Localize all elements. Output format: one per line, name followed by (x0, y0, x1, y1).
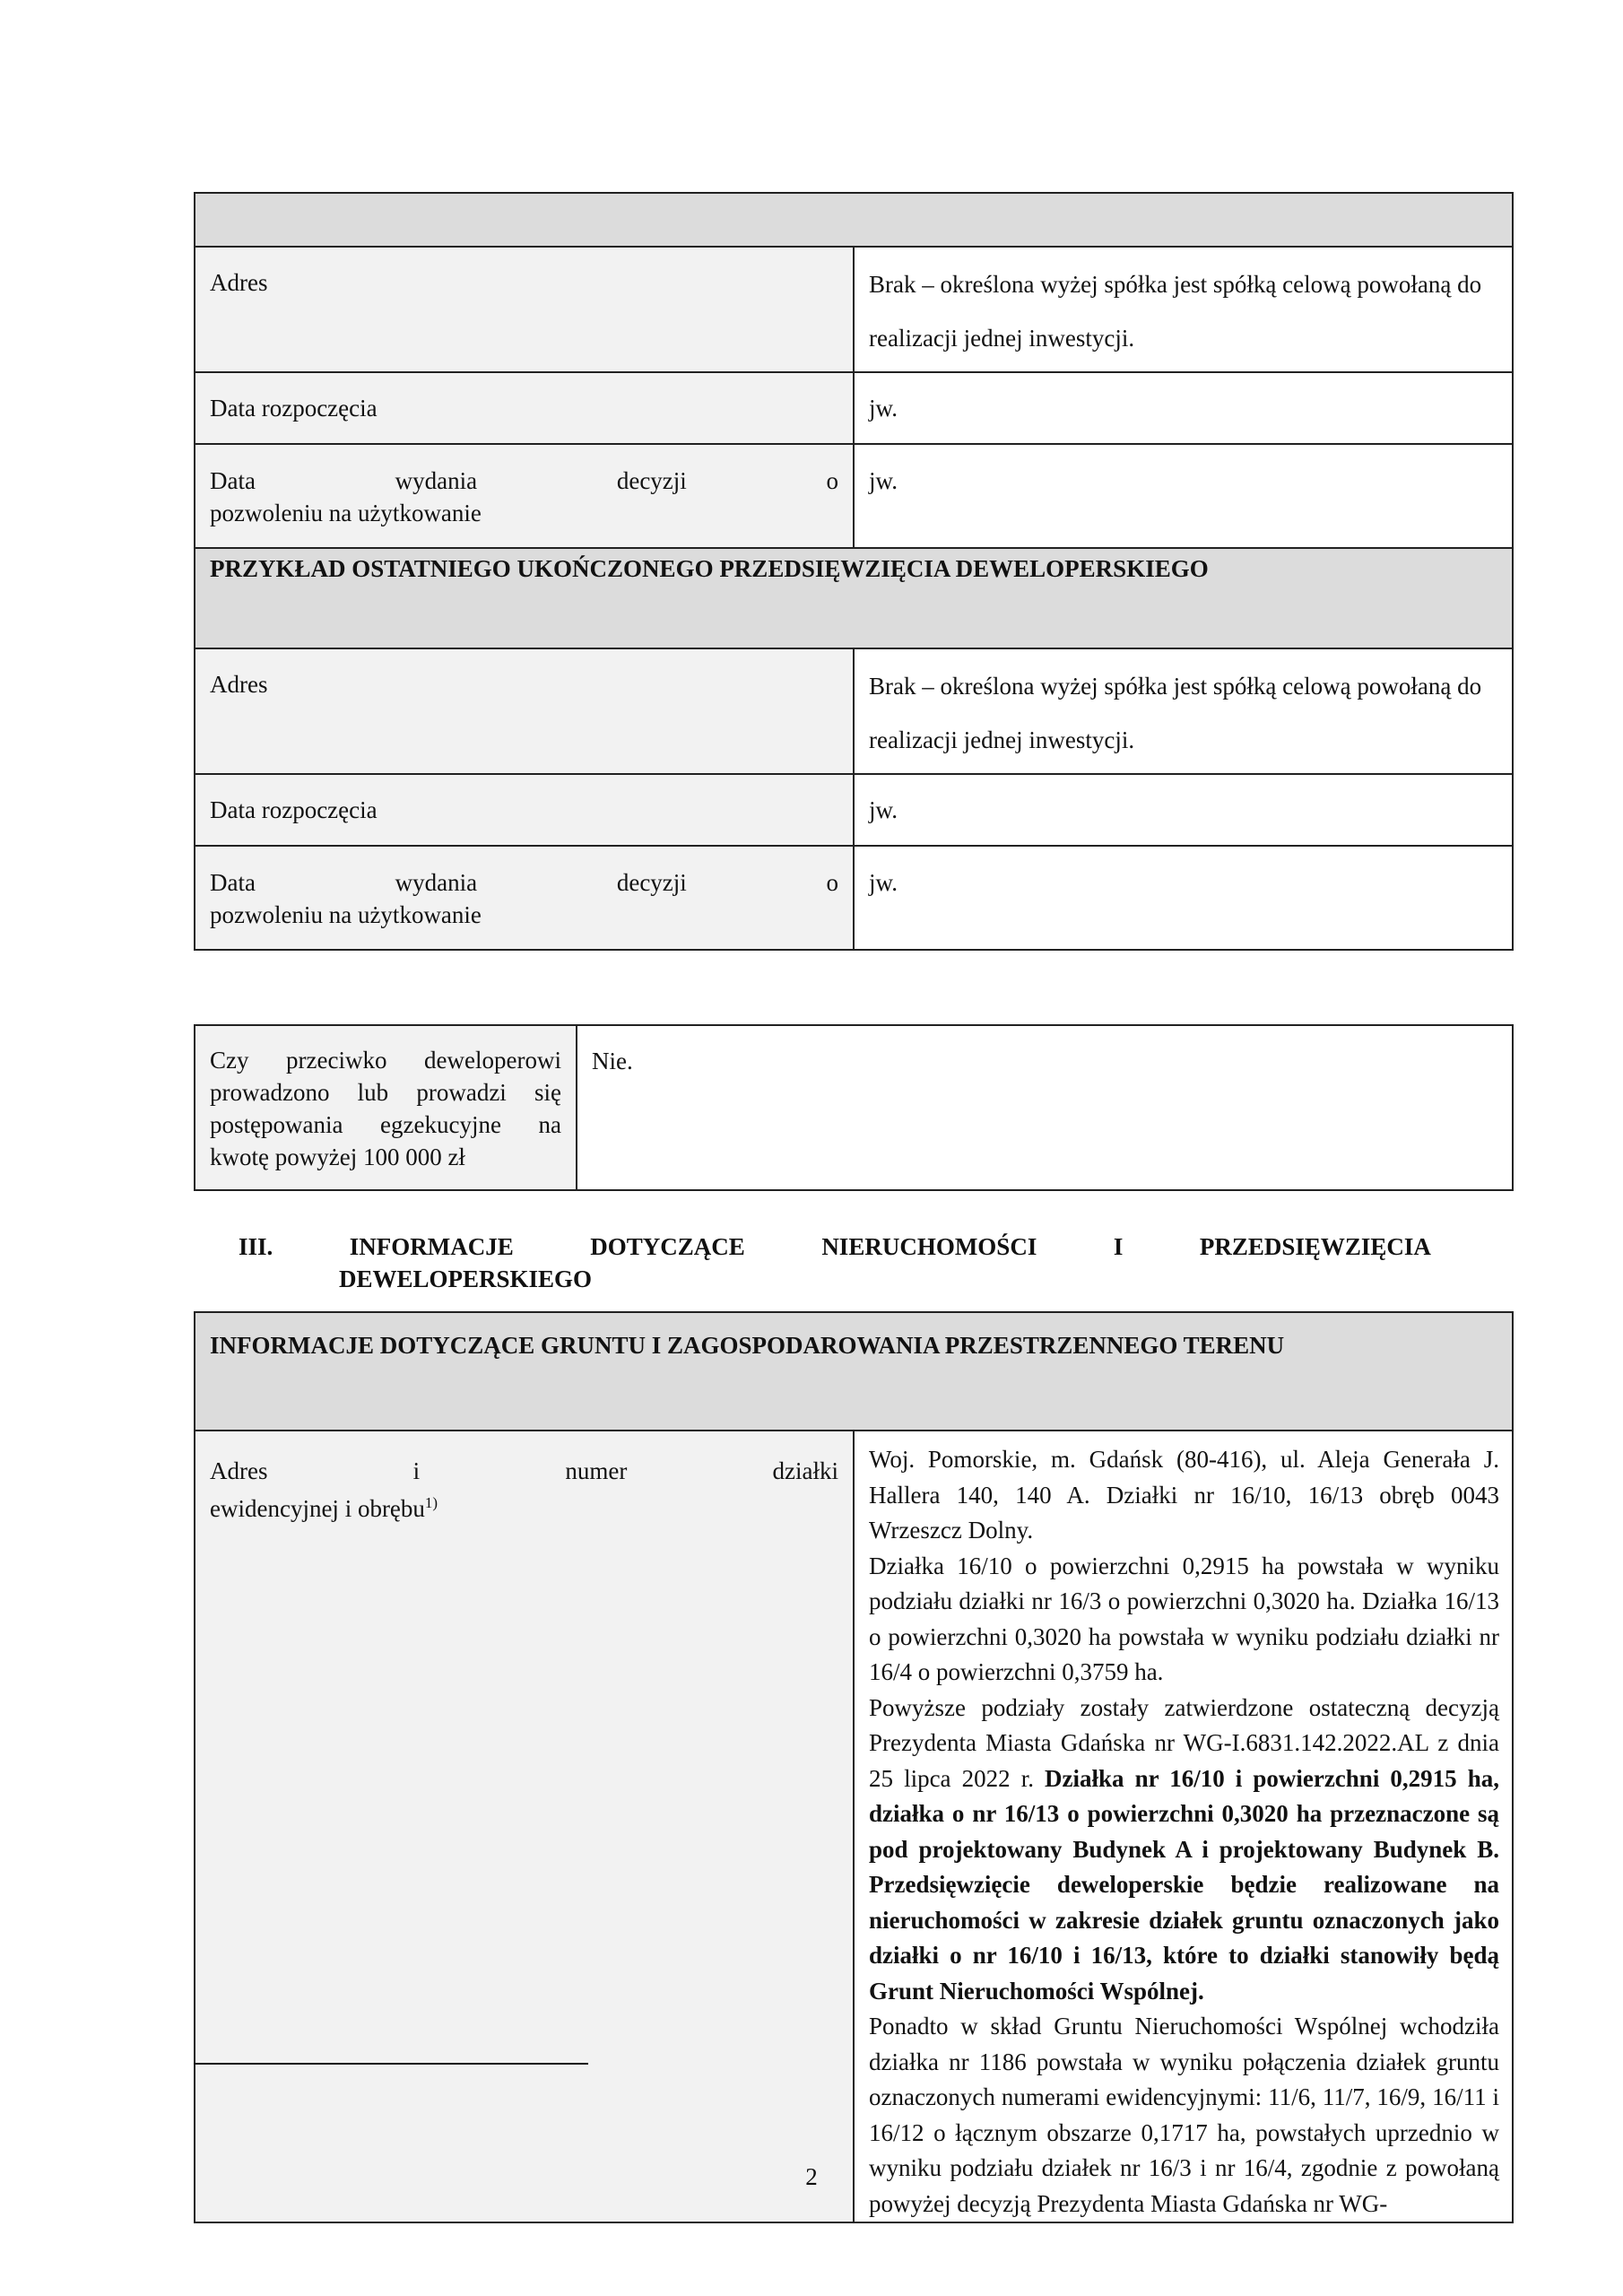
value-cell (854, 1431, 1513, 2222)
value-line: Brak – określona wyżej spółka jest spółką celową powołaną do (869, 271, 1482, 298)
value-cell: jw. (854, 846, 1513, 950)
value-line: realizacji jednej inwestycji. (869, 325, 1135, 352)
value-cell: jw. (854, 372, 1513, 444)
footnote-separator (194, 2063, 588, 2065)
table-row (195, 1025, 1513, 1190)
section-header-cell (195, 548, 1513, 648)
developer-projects-table (194, 192, 1514, 951)
label-cell: Data rozpoczęcia (195, 372, 854, 444)
label-cell: Adres (195, 247, 854, 372)
label-cell: Data wydania decyzji o pozwoleniu na użytkowanie (195, 846, 854, 950)
table-row (195, 1431, 1513, 2222)
value-cell: jw. (854, 444, 1513, 548)
value-cell: Nie. (577, 1025, 1513, 1190)
label-cell: Adres (195, 648, 854, 774)
paragraph: Ponadto w skład Gruntu Nieruchomości Wspólnej wchodziła działka nr 1186 powstała w wyniku połączenia działek gruntu oznaczonych numerami ewidencyjnymi: 11/6, 11/7, 16/9, 16/11 i 16/12 o łącznym obszarze 0,1717 ha, powstałych uprzednio w wyniku podziału działek nr 16/3 i nr 16/4, zgodnie z powołaną powyżej decyzją Prezydenta Miasta Gdańska nr WG- (869, 2013, 1499, 2217)
value-cell (854, 247, 1513, 372)
section-header-row (195, 548, 1513, 648)
label-cell: Data rozpoczęcia (195, 774, 854, 846)
section-header: PRZYKŁAD OSTATNIEGO UKOŃCZONEGO PRZEDSIĘWZIĘCIA DEWELOPERSKIEGO (210, 555, 1209, 582)
enforcement-table (194, 1024, 1514, 1191)
value-line: Brak – określona wyżej spółka jest spółką celową powołaną do (869, 673, 1482, 700)
section-heading: III. INFORMACJE DOTYCZĄCE NIERUCHOMOŚCI I PRZEDSIĘWZIĘCIA DEWELOPERSKIEGO (239, 1231, 1431, 1295)
paragraph: Powyższe podziały zostały zatwierdzone ostateczną decyzją Prezydenta Miasta Gdańska nr WG-I.6831.142.2022.AL z dnia 25 lipca 2022 r. Działka nr 16/10 i powierzchni 0,2915 ha, działka o nr 16/13 o powierzchni 0,3020 ha przeznaczone są pod projektowany Budynek A i projektowany Budynek B. Przedsięwzięcie deweloperskie będzie realizowane na nieruchomości w zakresie działek gruntu oznaczonych jako działki o nr 16/10 i 16/13, które to działki stanowiły będą Grunt Nieruchomości Wspólnej. (869, 1693, 1499, 2005)
section-header-cell (195, 1312, 1513, 1431)
section-header-row (195, 1312, 1513, 1431)
land-info-table (194, 1311, 1514, 2223)
table-row (195, 846, 1513, 950)
paragraph: Działka 16/10 o powierzchni 0,2915 ha powstała w wyniku podziału działki nr 16/3 o powierzchni 0,3020 ha. Działka 16/13 o powierzchni 0,3020 ha powstała w wyniku podziału działki nr 16/4 o powierzchni 0,3759 ha. (869, 1552, 1499, 1685)
value-cell: jw. (854, 774, 1513, 846)
label-cell: Data wydania decyzji o pozwoleniu na użytkowanie (195, 444, 854, 548)
value-line: realizacji jednej inwestycji. (869, 726, 1135, 753)
table-header-row (195, 193, 1513, 247)
table-row (195, 648, 1513, 774)
table-row (195, 247, 1513, 372)
paragraph: Woj. Pomorskie, m. Gdańsk (80-416), ul. Aleja Generała J. Hallera 140, 140 A. Działki nr 16/10, 16/13 obręb 0043 Wrzeszcz Dolny. (869, 1446, 1499, 1544)
table-row (195, 372, 1513, 444)
value-cell (854, 648, 1513, 774)
label-cell: Adres i numer działki ewidencyjnej i obrębu$^{1)}$ (195, 1431, 854, 2222)
label-cell: Czy przeciwko deweloperowi prowadzono lub prowadzi się postępowania egzekucyjne na kwotę powyżej 100 000 zł (195, 1025, 577, 1190)
page-number: 2 (805, 2163, 818, 2190)
empty-header-cell (195, 193, 1513, 247)
table-row (195, 774, 1513, 846)
section-header: INFORMACJE DOTYCZĄCE GRUNTU I ZAGOSPODAROWANIA PRZESTRZENNEGO TERENU (210, 1332, 1285, 1359)
section-number: III. (239, 1233, 273, 1260)
table-row (195, 444, 1513, 548)
